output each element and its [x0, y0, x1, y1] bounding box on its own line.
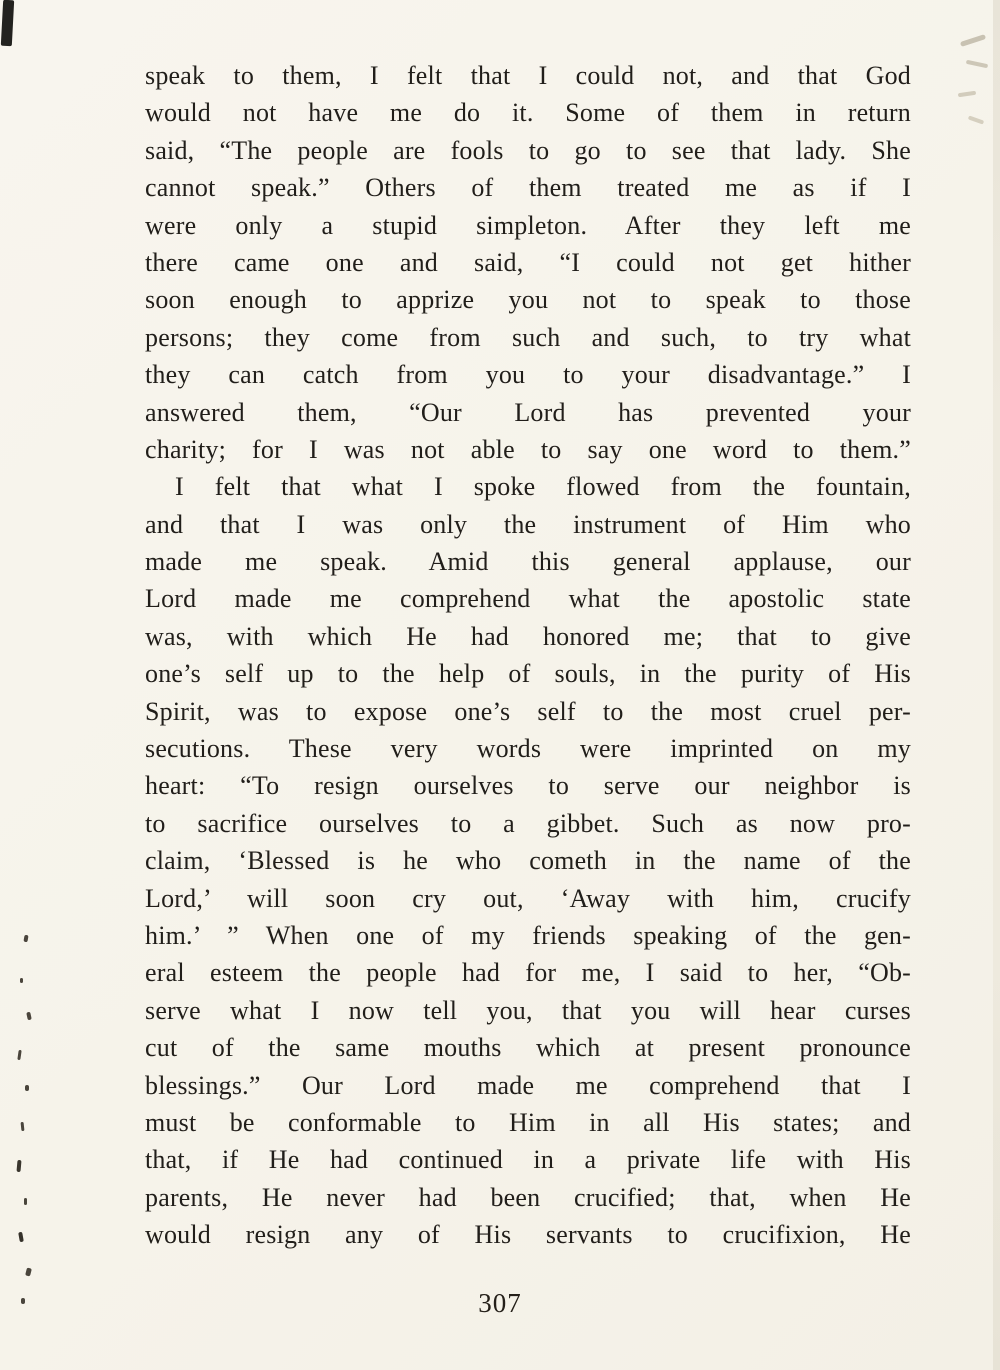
- scan-artifact-right-edge: [993, 0, 1000, 1370]
- text-line: and that I was only the instrument of Him who: [145, 509, 911, 539]
- scan-artifact-speck: [23, 935, 28, 943]
- text-line: to sacrifice ourselves to a gibbet. Such as now pro-: [145, 808, 911, 838]
- text-line: said, “The people are fools to go to see that lady. She: [145, 135, 911, 165]
- text-line: parents, He never had been crucified; that, when He: [145, 1182, 911, 1212]
- scan-artifact-top-right: [968, 115, 984, 124]
- text-line: cut of the same mouths which at present pronounce: [145, 1033, 911, 1063]
- scan-artifact-top-left: [1, 0, 14, 46]
- text-line: serve what I now tell you, that you will hear curses: [145, 995, 911, 1025]
- text-line: blessings.” Our Lord made me comprehend that I: [145, 1070, 911, 1100]
- scan-artifact-speck: [25, 1085, 29, 1091]
- text-block: [145, 57, 911, 1254]
- scan-artifact-speck: [16, 1160, 21, 1172]
- text-line: would resign any of His servants to crucifixion, He: [145, 1220, 911, 1250]
- scan-artifact-speck: [18, 1232, 24, 1243]
- text-line: claim, ‘Blessed is he who cometh in the name of the: [145, 846, 911, 876]
- text-line: made me speak. Amid this general applause, our: [145, 547, 911, 577]
- scan-artifact-speck: [17, 1050, 21, 1060]
- text-line: him.’ ” When one of my friends speaking of the gen-: [145, 920, 911, 950]
- text-line: there came one and said, “I could not get hither: [145, 247, 911, 277]
- text-line: must be conformable to Him in all His states; and: [145, 1107, 911, 1137]
- text-line: charity; for I was not able to say one word to them.”: [145, 434, 911, 464]
- text-line: persons; they come from such and such, to try what: [145, 322, 911, 352]
- scan-artifact-top-right: [960, 34, 986, 47]
- scan-artifact-top-right: [958, 91, 976, 97]
- text-line: eral esteem the people had for me, I said to her, “Ob-: [145, 958, 911, 988]
- text-line: heart: “To resign ourselves to serve our neighbor is: [145, 771, 911, 801]
- text-line: I felt that what I spoke flowed from the fountain,: [175, 472, 911, 502]
- scan-artifact-speck: [24, 1198, 27, 1205]
- text-line: soon enough to apprize you not to speak to those: [145, 285, 911, 315]
- text-line: they can catch from you to your disadvantage.” I: [145, 360, 911, 390]
- text-line: answered them, “Our Lord has prevented your: [145, 397, 911, 427]
- text-line: one’s self up to the help of souls, in the purity of His: [145, 659, 911, 689]
- scan-artifact-speck: [25, 1268, 32, 1277]
- page-number: 307: [478, 1288, 522, 1318]
- text-line: that, if He had continued in a private life with His: [145, 1145, 911, 1175]
- scan-artifact-speck: [21, 1122, 25, 1131]
- text-line: were only a stupid simpleton. After they left me: [145, 210, 911, 240]
- text-line: speak to them, I felt that I could not, and that God: [145, 61, 911, 90]
- scan-artifact-speck: [20, 978, 23, 983]
- text-line: Spirit, was to expose one’s self to the most cruel per-: [145, 696, 911, 726]
- text-line: was, with which He had honored me; that to give: [145, 621, 911, 651]
- text-line: Lord,’ will soon cry out, ‘Away with him, crucify: [145, 883, 911, 913]
- text-line: would not have me do it. Some of them in return: [145, 98, 911, 128]
- scan-artifact-top-right: [966, 60, 988, 68]
- text-line: secutions. These very words were imprinted on my: [145, 734, 911, 764]
- text-line: cannot speak.” Others of them treated me as if I: [145, 173, 911, 203]
- scan-artifact-speck: [26, 1012, 32, 1021]
- text-line: Lord made me comprehend what the apostolic state: [145, 584, 911, 614]
